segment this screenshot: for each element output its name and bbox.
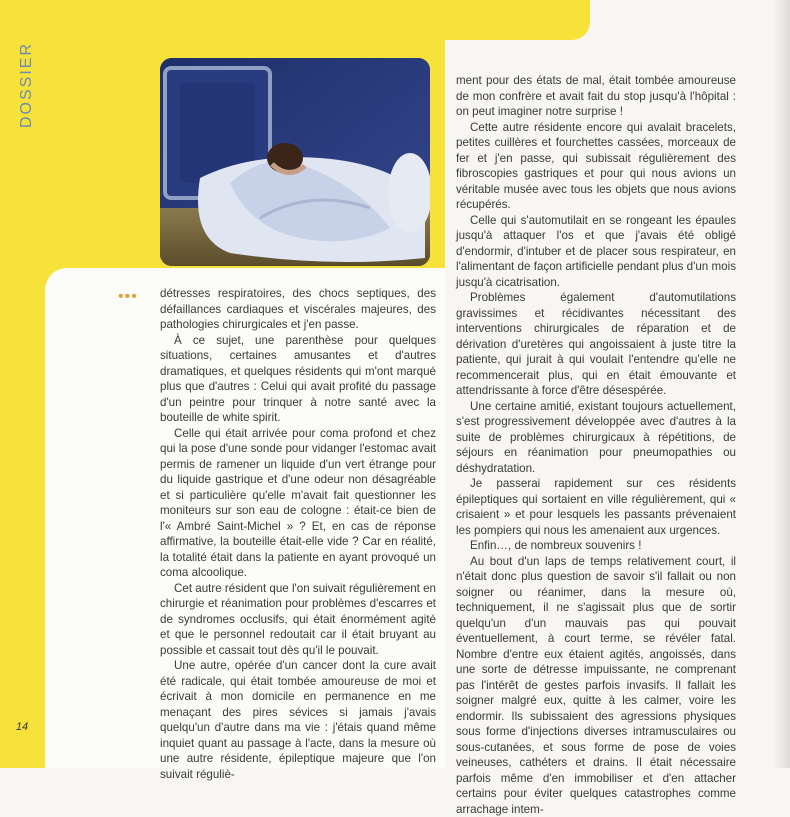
paragraph: Une autre, opérée d'un cancer dont la cure avait été radicale, qui était tombée amoureuse de moi et écrivait à mon domicile en permanence en me menaçant des pires sévices si jamais j'avais quelqu'un d'autre dans ma vie : j'étais quand même inquiet quant au passage à l'acte, dans la mesure où une autre résidente, épileptique majeure que l'on suivait réguliè- bbox=[160, 658, 436, 782]
paragraph: Enfin…, de nombreux souvenirs ! bbox=[456, 538, 736, 554]
yellow-top-band bbox=[0, 0, 590, 40]
paragraph: Celle qui était arrivée pour coma profond et chez qui la pose d'une sonde pour vidanger l'estomac avait permis de ramener un liquide d'un vert étrange pour du liquide gastrique et d'une odeur non désagréable et si particulière qu'elle m'avait fait questionner les moniteurs sur son eau de cologne : était-ce bien de l'« Ambré Saint-Michel » ? Et, en cas de réponse affirmative, la bouteille était-elle vide ? Car en réalité, la totalité était dans la patiente en ayant provoqué un coma alcoolique. bbox=[160, 426, 436, 581]
left-text-column bbox=[160, 286, 436, 782]
paragraph: Je passerai rapidement sur ces résidents épileptiques qui sortaient en ville régulièrement, qui « crisaient » et pour lesquels les passants prévenaient les pompiers qui nous les amenaient aux urgences. bbox=[456, 476, 736, 538]
right-text-column bbox=[456, 73, 736, 817]
ornament-dots: ••• bbox=[118, 288, 138, 306]
paragraph: Cette autre résidente encore qui avalait bracelets, petites cuillères et fourchettes cassées, morceaux de fer et j'en passe, qui subissait régulièrement des fibroscopies gastriques et pour qui nous avions un véritable musée avec tous les objets que nous avions récupérés. bbox=[456, 120, 736, 213]
paragraph: Problèmes également d'automutilations gravissimes et récidivantes nécessitant des interventions chirurgicales de réparation et de dérivation d'uretères qui angoissaient à juste titre la patiente, qui jurait à qui voulait l'entendre qu'elle ne recommencerait plus, qui en était émouvante et attendrissante à force d'être désespérée. bbox=[456, 290, 736, 399]
paragraph: Celle qui s'automutilait en se rongeant les épaules jusqu'à attaquer l'os et que j'avais été obligé d'endormir, d'intuber et de placer sous respirateur, en l'alimentant de façon artificielle pendant plus d'un mois jusqu'à cicatrisation. bbox=[456, 213, 736, 291]
page-fold-shadow bbox=[772, 0, 790, 768]
photo-patient-in-hospital-bed-icon bbox=[160, 58, 430, 266]
page-number: 14 bbox=[8, 716, 36, 738]
paragraph: À ce sujet, une parenthèse pour quelques situations, certaines amusantes et d'autres dramatiques, et quelques résidents qui m'ont marqué plus que d'autres : Celui qui avait profité du passage d'un peintre pour trinquer à notre santé avec la bouteille de white spirit. bbox=[160, 333, 436, 426]
section-label-text: DOSSIER bbox=[18, 42, 36, 128]
paragraph: Au bout d'un laps de temps relativement court, il n'était donc plus question de savoir s'il fallait ou non soigner ou réanimer, dans la mesure où, techniquement, il ne s'agissait plus que de sortir quelqu'un d'un mauvais pas qui pouvait éventuellement, à court terme, se révéler fatal. Nombre d'entre eux étaient agités, angoissés, dans une sorte de détresse impuissante, ne comprenant pas l'intérêt de gestes parfois invasifs. Il fallait les soigner malgré eux, quitte à les calmer, voire les endormir. Ils subissaient des agressions physiques sous forme d'injections diverses intramusculaires ou sous-cutanées, et sous forme de pose de voies veineuses, cathéters et drains. Il était nécessaire parfois même d'en immobiliser et d'en attacher certains pour éviter quelques catastrophes comme arrachage intem- bbox=[456, 554, 736, 817]
paragraph: ment pour des états de mal, était tombée amoureuse de mon confrère et avait fait du stop jusqu'à l'hôpital : on peut imaginer notre surprise ! bbox=[456, 73, 736, 120]
section-label bbox=[12, 30, 42, 140]
paragraph: Une certaine amitié, existant toujours actuellement, s'est progressivement développée avec d'autres à la suite de problèmes chirurgicaux à répétitions, de séjours en réanimation pour pneumopathies ou déshydratation. bbox=[456, 399, 736, 477]
paragraph: Cet autre résident que l'on suivait régulièrement en chirurgie et réanimation pour problèmes d'escarres et de syndromes occlusifs, qui était énormément agité et que le personnel redoutait car il était bruyant au possible et cassait tout dès qu'il le pouvait. bbox=[160, 581, 436, 659]
paragraph: détresses respiratoires, des chocs septiques, des défaillances cardiaques et viscérales majeures, des pathologies chirurgicales et j'en passe. bbox=[160, 286, 436, 333]
